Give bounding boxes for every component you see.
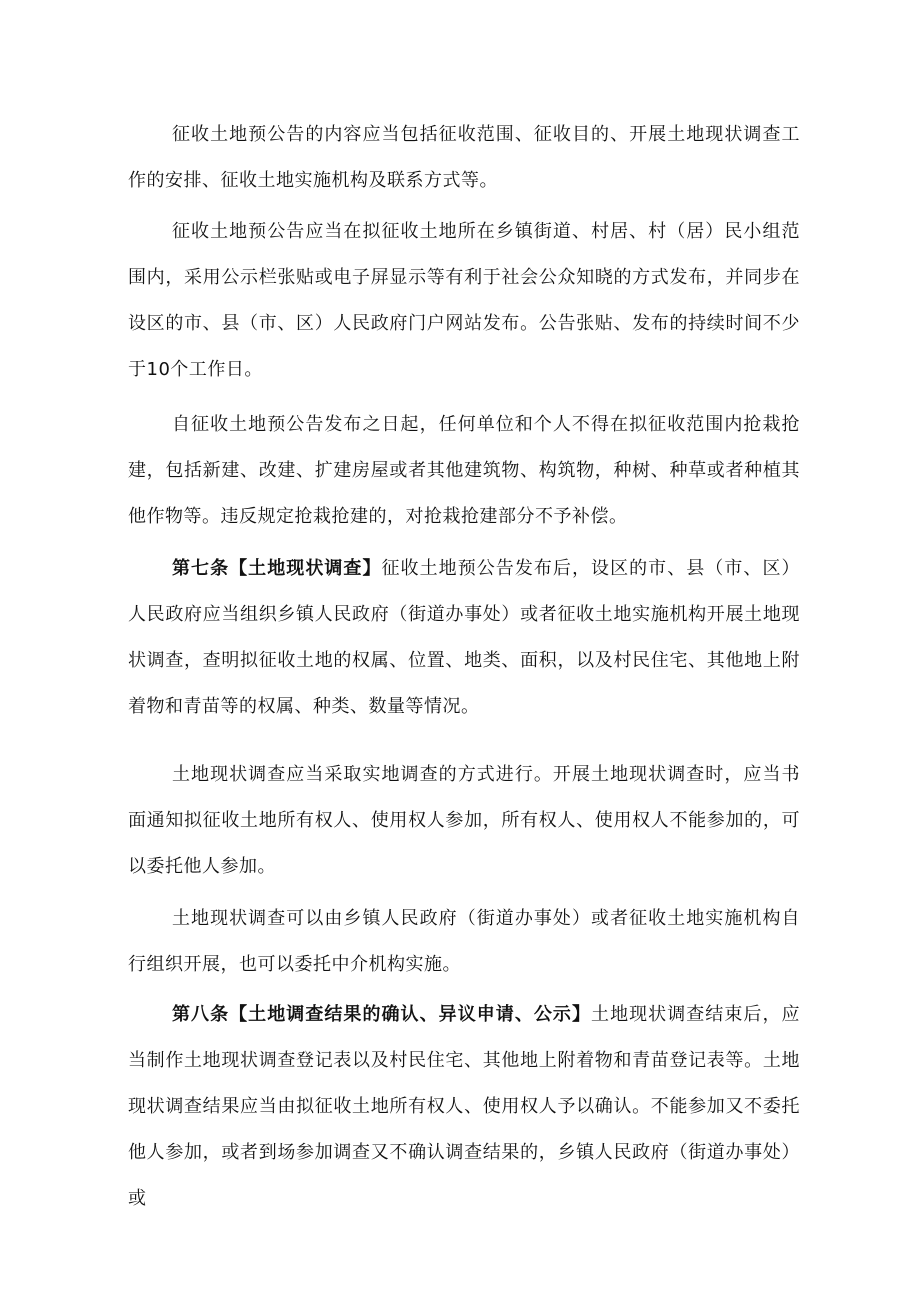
article-8-title: 【土地调查结果的确认、异议申请、公示】	[229, 1004, 592, 1025]
paragraph-onsite-survey: 土地现状调查应当采取实地调查的方式进行。开展土地现状调查时，应当书面通知拟征收土地所有权人、使用权人参加，所有权人、使用权人不能参加的，可以委托他人参加。	[128, 764, 800, 877]
article-7-number: 第七条	[172, 558, 230, 579]
article-7-title: 【土地现状调查】	[229, 558, 382, 579]
paragraph-no-rush-planting: 自征收土地预公告发布之日起，任何单位和个人不得在拟征收范围内抢栽抢建，包括新建、改建、扩建房屋或者其他建筑物、构筑物，种树、种草或者种植其他作物等。违反规定抢栽抢建的，对抢栽抢建部分不予补偿。	[128, 414, 800, 527]
paragraph-article-8	[128, 992, 800, 1222]
paragraph-pre-announcement-publishing: 征收土地预公告应当在拟征收土地所在乡镇街道、村居、村（居）民小组范围内，采用公示栏张贴或电子屏显示等有利于社会公众知晓的方式发布，并同步在设区的市、县（市、区）人民政府门户网站发布。公告张贴、发布的持续时间不少于10个工作日。	[128, 221, 800, 380]
article-8-number: 第八条	[172, 1004, 230, 1025]
paragraph-article-7	[128, 546, 800, 730]
paragraph-pre-announcement-content: 征收土地预公告的内容应当包括征收范围、征收目的、开展土地现状调查工作的安排、征收土地实施机构及联系方式等。	[128, 124, 800, 191]
article-8-body: 土地现状调查结束后，应当制作土地现状调查登记表以及村民住宅、其他地上附着物和青苗登记表等。土地现状调查结果应当由拟征收土地所有权人、使用权人予以确认。不能参加又不委托他人参加，或者到场参加调查又不确认调查结果的，乡镇人民政府（街道办事处）或	[128, 1004, 800, 1209]
paragraph-survey-organizer: 土地现状调查可以由乡镇人民政府（街道办事处）或者征收土地实施机构自行组织开展，也可以委托中介机构实施。	[128, 908, 800, 975]
article-7-body: 征收土地预公告发布后，设区的市、县（市、区）人民政府应当组织乡镇人民政府（街道办事处）或者征收土地实施机构开展土地现状调查，查明拟征收土地的权属、位置、地类、面积，以及村民住宅、其他地上附着物和青苗等的权属、种类、数量等情况。	[128, 558, 800, 717]
